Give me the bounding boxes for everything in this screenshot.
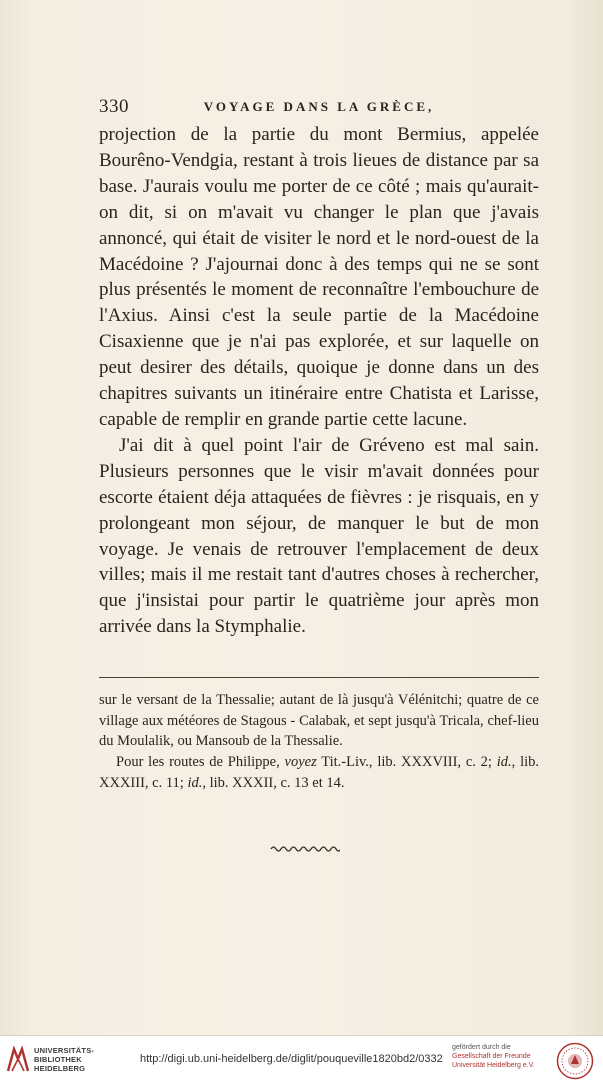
library-name [34, 1046, 94, 1073]
library-line-3: HEIDELBERG [34, 1064, 86, 1073]
footnote-id-1: id. [496, 754, 512, 771]
page-number: 330 [99, 96, 129, 117]
funding-line-1: gefördert durch die [452, 1044, 511, 1051]
permalink-url[interactable]: http://digi.ub.uni-heidelberg.de/diglit/pouqueville1820bd2/0332 [140, 1053, 443, 1065]
wavy-ornament-icon [270, 845, 340, 853]
funding-note [452, 1043, 535, 1070]
library-logo-icon[interactable] [6, 1045, 30, 1073]
paragraph-1: projection de la partie du mont Bermius, appelée Bourêno-Vendgia, restant à trois lieues de distance par sa base. J'aurais voulu me porter de ce côté ; mais qu'aurait-on dit, si on m'avait vu changer le plan que j'avais annoncé, qui était de visiter le nord et le nord-ouest de la Macédoine ? J'ajournai donc à des temps qui ne se sont plus présentés le moment de reconnaître l'embouchure de l'Axius. Ainsi c'est la seule partie de la Macédoine Cisaxienne que je n'ai pas explorée, et sur laquelle on peut desirer des détails, quoique je donne dans un des chapitres suivants un itinéraire entre Chatista et Larisse, capable de remplir en grande partie cette lacune. [99, 124, 539, 430]
funding-line-3: Universität Heidelberg e.V. [452, 1062, 535, 1069]
page-header [99, 96, 539, 122]
footnote-voyez: voyez [284, 754, 317, 771]
funding-line-2: Gesellschaft der Freunde [452, 1053, 531, 1060]
footnote-ref-2: , lib. XXXIII, c. 11; [99, 754, 539, 791]
main-text [99, 122, 539, 640]
university-seal-icon[interactable] [556, 1042, 594, 1080]
footnote-continued: sur le versant de la Thessalie; autant de là jusqu'à Vélénitchi; quatre de ce village aux météores de Stagous - Calabak, et sept jusqu'à Tricala, chef-lieu du Moulalik, ou Mansoub de la Thessalie. [99, 692, 539, 750]
viewer-footer [0, 1035, 603, 1084]
footnote-ref-1: Tit.-Liv., lib. XXXVIII, c. 2; [316, 754, 497, 771]
paragraph-2: J'ai dit à quel point l'air de Gréveno est mal sain. Plusieurs personnes que le visir m'avait données pour escorte étaient déja attaquées de fièvres : je risquais, en y prolongeant mon séjour, de manquer le but de mon voyage. Je venais de retrouver l'emplacement de deux villes; mais il me restait tant d'autres choses à rechercher, que j'insistai pour partir le quatrième jour après mon arrivée dans la Stymphalie. [99, 434, 539, 638]
library-line-2: BIBLIOTHEK [34, 1055, 82, 1064]
footnote-lead: Pour les routes de Philippe, [116, 754, 285, 771]
footnote-id-2: id. [187, 774, 203, 791]
footnote-rule [99, 677, 539, 678]
footnote-ref-3: , lib. XXXII, c. 13 et 14. [202, 774, 345, 791]
library-line-1: UNIVERSITÄTS- [34, 1046, 95, 1055]
footnotes [99, 690, 539, 794]
running-title: VOYAGE DANS LA GRÈCE, [203, 99, 435, 114]
footnote-routes [99, 752, 539, 793]
